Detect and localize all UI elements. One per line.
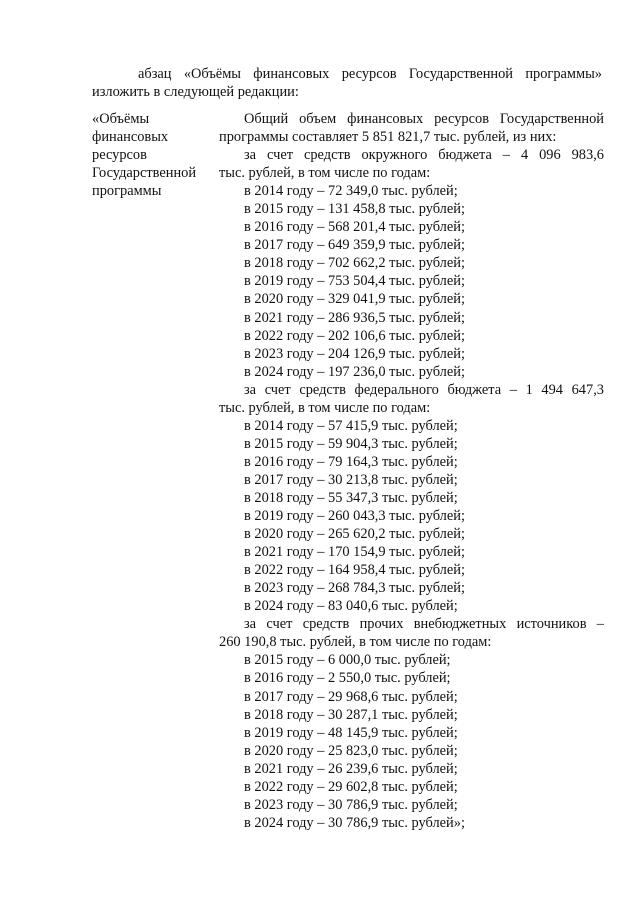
year-line: в 2019 году – 48 145,9 тыс. рублей; (244, 724, 458, 741)
year-line: в 2017 году – 649 359,9 тыс. рублей; (244, 237, 465, 254)
year-line: в 2015 году – 6 000,0 тыс. рублей; (244, 652, 451, 669)
year-line: в 2019 году – 260 043,3 тыс. рублей; (244, 508, 465, 525)
year-line: в 2022 году – 164 958,4 тыс. рублей; (244, 562, 465, 579)
year-line: в 2024 году – 83 040,6 тыс. рублей; (244, 598, 458, 615)
year-line: в 2021 году – 170 154,9 тыс. рублей; (244, 544, 465, 561)
total-line-1: Общий объем финансовых ресурсов Государственной (244, 111, 604, 127)
year-line: в 2017 году – 30 213,8 тыс. рублей; (244, 471, 458, 488)
left-label-line: ресурсов (92, 147, 147, 163)
section-heading-1: за счет средств окружного бюджета – 4 096 983,6 (244, 147, 604, 164)
year-line: в 2024 году – 30 786,9 тыс. рублей»; (244, 814, 465, 831)
year-line: в 2016 году – 568 201,4 тыс. рублей; (244, 219, 465, 236)
total-line-2: программы составляет 5 851 821,7 тыс. рублей, из них: (219, 129, 557, 146)
right-content-column (219, 110, 604, 832)
intro-line-1: абзац «Объёмы финансовых ресурсов Государственной программы» (138, 66, 602, 82)
section-heading-1: за счет средств прочих внебюджетных источников – (244, 616, 604, 633)
intro-paragraph (92, 65, 602, 101)
year-line: в 2022 году – 29 602,8 тыс. рублей; (244, 778, 458, 795)
year-line: в 2023 году – 268 784,3 тыс. рублей; (244, 580, 465, 597)
section-heading-2: 260 190,8 тыс. рублей, в том числе по годам: (219, 634, 492, 651)
year-line: в 2015 году – 131 458,8 тыс. рублей; (244, 201, 465, 218)
year-line: в 2019 году – 753 504,4 тыс. рублей; (244, 273, 465, 290)
left-label-line: программы (92, 183, 162, 199)
year-line: в 2020 году – 329 041,9 тыс. рублей; (244, 291, 465, 308)
year-line: в 2020 году – 265 620,2 тыс. рублей; (244, 526, 465, 543)
section-heading-1: за счет средств федерального бюджета – 1 494 647,3 (244, 381, 604, 398)
year-line: в 2024 году – 197 236,0 тыс. рублей; (244, 363, 465, 380)
year-line: в 2021 году – 286 936,5 тыс. рублей; (244, 309, 465, 326)
year-line: в 2014 году – 57 415,9 тыс. рублей; (244, 417, 458, 434)
year-line: в 2022 году – 202 106,6 тыс. рублей; (244, 327, 465, 344)
year-line: в 2014 году – 72 349,0 тыс. рублей; (244, 183, 458, 200)
year-line: в 2018 году – 702 662,2 тыс. рублей; (244, 255, 465, 272)
year-line: в 2020 году – 25 823,0 тыс. рублей; (244, 742, 458, 759)
year-line: в 2018 году – 30 287,1 тыс. рублей; (244, 706, 458, 723)
year-line: в 2021 году – 26 239,6 тыс. рублей; (244, 760, 458, 777)
left-label-line: «Объёмы (92, 111, 150, 127)
year-line: в 2015 году – 59 904,3 тыс. рублей; (244, 435, 458, 452)
left-label-line: финансовых (92, 129, 169, 145)
year-line: в 2018 году – 55 347,3 тыс. рублей; (244, 489, 458, 506)
year-line: в 2016 году – 79 164,3 тыс. рублей; (244, 453, 458, 470)
left-label-column (92, 110, 212, 200)
year-line: в 2017 году – 29 968,6 тыс. рублей; (244, 688, 458, 705)
year-line: в 2016 году – 2 550,0 тыс. рублей; (244, 670, 451, 687)
section-heading-2: тыс. рублей, в том числе по годам: (219, 399, 431, 416)
section-heading-2: тыс. рублей, в том числе по годам: (219, 165, 431, 182)
year-line: в 2023 году – 204 126,9 тыс. рублей; (244, 345, 465, 362)
left-label-line: Государственной (92, 165, 197, 181)
year-line: в 2023 году – 30 786,9 тыс. рублей; (244, 796, 458, 813)
intro-line-2: изложить в следующей редакции: (92, 84, 299, 100)
